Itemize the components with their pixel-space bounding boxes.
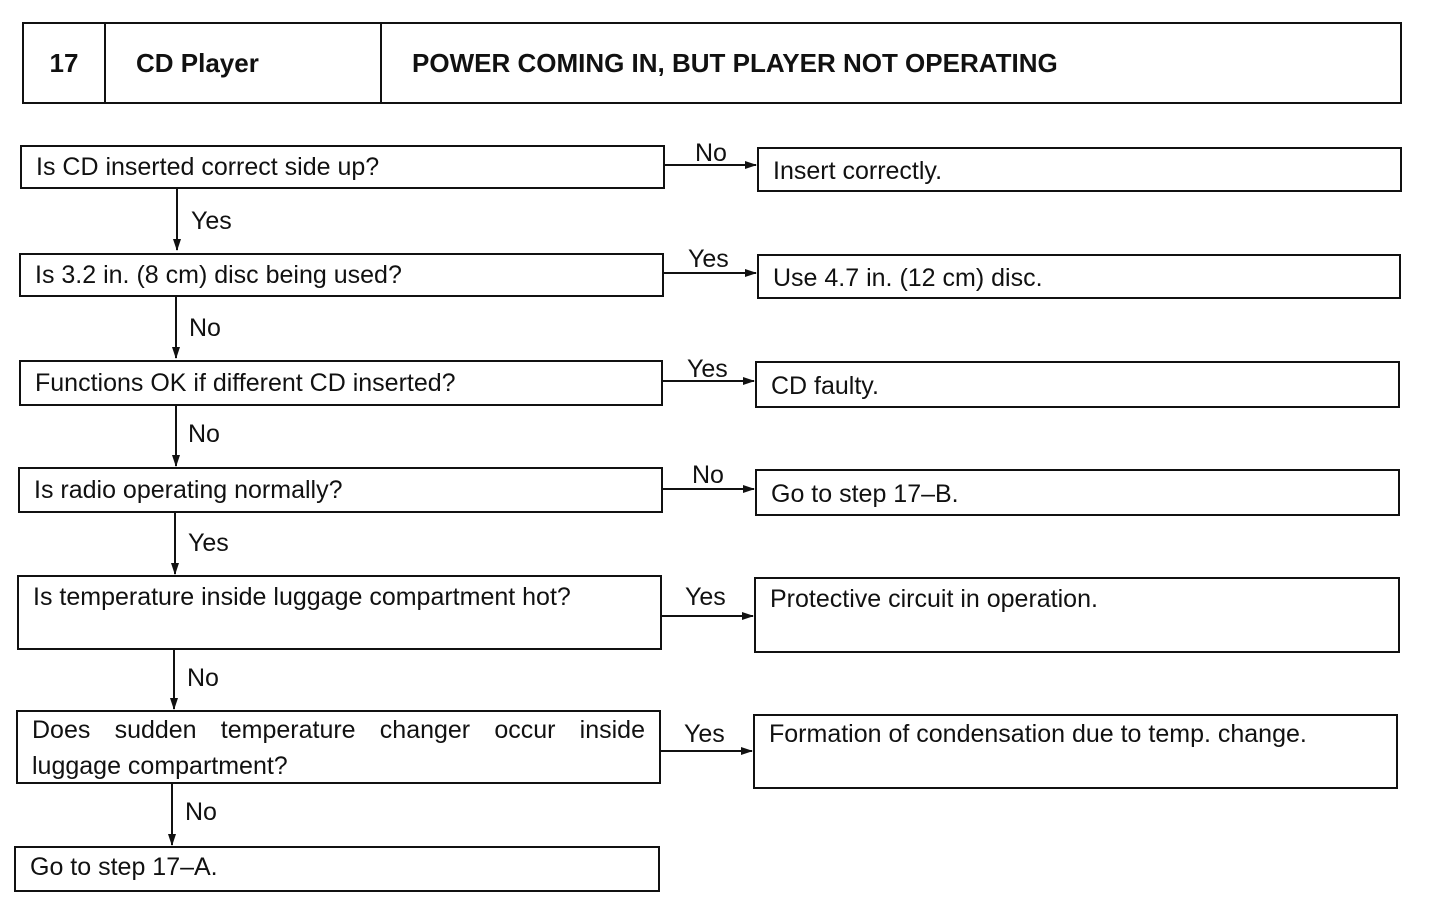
branch-label-q4: No (692, 461, 724, 489)
question-box-disc-size: Is 3.2 in. (8 cm) disc being used? (19, 253, 664, 297)
component-name: CD Player (136, 47, 259, 78)
page-title: POWER COMING IN, BUT PLAYER NOT OPERATING (412, 47, 1058, 78)
question-box-temperature-hot: Is temperature inside luggage compartment hot? (17, 575, 662, 650)
question-box-cd-side-up: Is CD inserted correct side up? (20, 145, 665, 189)
branch-label-q2: Yes (688, 245, 729, 273)
question-box-different-cd: Functions OK if different CD inserted? (19, 360, 663, 406)
result-box-cd-faulty: CD faulty. (755, 361, 1400, 408)
end-box-step-17a: Go to step 17–A. (14, 846, 660, 892)
branch-label-q1: No (695, 139, 727, 167)
branch-label-q3: Yes (687, 355, 728, 383)
next-label-q2: No (189, 314, 221, 342)
result-box-use-12cm-disc: Use 4.7 in. (12 cm) disc. (757, 254, 1401, 299)
next-label-q4: Yes (188, 529, 229, 557)
next-label-q5: No (187, 664, 219, 692)
branch-label-q6: Yes (684, 720, 725, 748)
branch-label-q5: Yes (685, 583, 726, 611)
step-number: 17 (49, 47, 79, 78)
question-box-temperature-change: Does sudden temperature changer occur inside luggage compartment? (16, 710, 661, 784)
result-box-step-17b: Go to step 17–B. (755, 469, 1400, 516)
result-box-condensation: Formation of condensation due to temp. change. (753, 714, 1398, 789)
result-box-protective-circuit: Protective circuit in operation. (754, 577, 1400, 653)
question-box-radio-normal: Is radio operating normally? (18, 467, 663, 513)
next-label-q1: Yes (191, 207, 232, 235)
next-label-q6: No (185, 798, 217, 826)
next-label-q3: No (188, 420, 220, 448)
result-box-insert-correctly: Insert correctly. (757, 147, 1402, 192)
